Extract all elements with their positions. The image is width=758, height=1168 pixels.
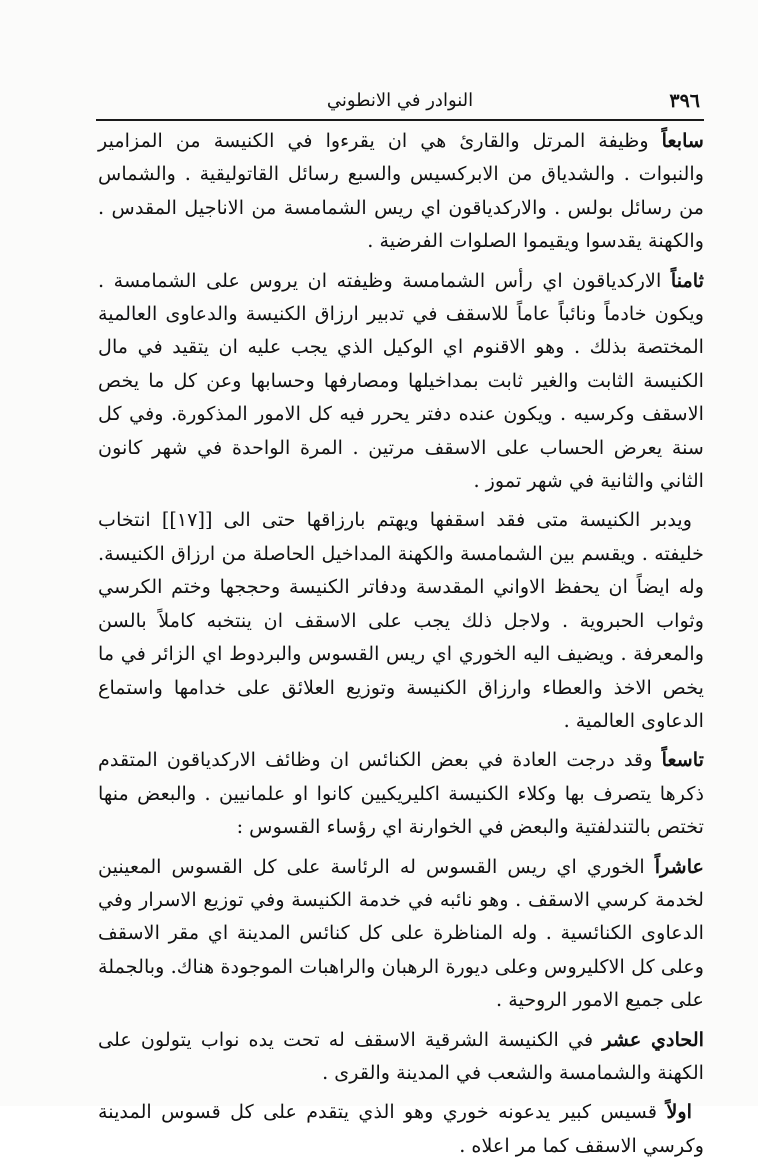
- paragraph-text: وظيفة المرتل والقارئ هي ان يقرءوا في الكنيسة من المزامير والنبوات . والشدياق من الابركسيس والسبع رسائل القاتوليقية . والشماس من رسائل بولس . والاركدياقون اي ريس الشمامسة من الاناجيل المقدس . والكهنة يقدسوا ويقيموا الصلوات الفرضية .: [98, 129, 704, 253]
- paragraph-archdeacon-duties: [98, 503, 704, 737]
- paragraph-first-item: [98, 1095, 704, 1162]
- paragraph-text: ويدبر الكنيسة متى فقد اسقفها ويهتم بارزاقها حتى الى [[١٧]] انتخاب خليفته . ويقسم بين الشمامسة والكهنة المداخيل الحاصلة من ارزاق الكنيسة. وله ايضاً ان يحفظ الاواني المقدسة ودفاتر الكنيسة وحججها وختم الكرسي وثواب الحبروية . ولاجل ذلك يجب على الاسقف ان ينتخبه كاملاً بالسن والمعرفة . ويضيف اليه الخوري اي ريس القسوس والبردوط اي الزائر في ما يخص الاخذ والعطاء وارزاق الكنيسة وتوزيع العلائق على خدامها واستماع الدعاوى العالمية .: [98, 508, 704, 732]
- running-title: النوادر في الانطوني: [326, 90, 474, 111]
- paragraph-seventh: [98, 124, 704, 258]
- paragraph-ninth: [98, 743, 704, 843]
- paragraph-lead: اولاً: [666, 1100, 692, 1124]
- paragraph-eleventh: [98, 1023, 704, 1090]
- page-header: [100, 86, 700, 118]
- paragraph-lead: الحادي عشر: [602, 1027, 704, 1051]
- header-rule: [96, 119, 704, 121]
- page-number: ٣٩٦: [669, 90, 700, 112]
- paragraph-lead: سابعاً: [661, 129, 704, 152]
- paragraph-tenth: [98, 850, 704, 1017]
- paragraph-lead: عاشراً: [654, 854, 704, 878]
- body-text: [98, 124, 704, 1168]
- paragraph-lead: تاسعاً: [661, 748, 704, 772]
- paragraph-lead: ثامناً: [670, 268, 704, 292]
- paragraph-eighth: [98, 264, 704, 498]
- paragraph-text: في الكنيسة الشرقية الاسقف له تحت يده نواب يتولون على الكهنة والشمامسة والشعب في المدينة والقرى .: [98, 1027, 704, 1084]
- paragraph-text: قسيس كبير يدعونه خوري وهو الذي يتقدم على كل قسوس المدينة وكرسي الاسقف كما مر اعلاه .: [98, 1100, 704, 1157]
- paragraph-text: الخوري اي ريس القسوس له الرئاسة على كل القسوس المعينين لخدمة كرسي الاسقف . وهو نائبه في خدمة الكنيسة وفي توزيع الاسرار وفي الدعاوى الكنائسية . وله المناظرة على كل كنائس المدينة اي مقر الاسقف وعلى كل الاكليروس وعلى ديورة الرهبان والراهبات الموجودة هناك. وبالجملة على جميع الامور الروحية .: [98, 854, 704, 1012]
- paragraph-text: الاركدياقون اي رأس الشمامسة وظيفته ان يروس على الشمامسة . ويكون خادماً ونائباً عاماً للاسقف في تدبير ارزاق الكنيسة والدعاوى العالمية المختصة بذلك . وهو الاقنوم اي الوكيل الذي يجب عليه ان يتقيد في مال الكنيسة الثابت والغير ثابت بمداخيلها ومصارفها وحسابها وعن كل ما يخص الاسقف وكرسيه . ويكون عنده دفتر يحرر فيه كل الامور المذكورة. وفي كل سنة يعرض الحساب على الاسقف مرتين . المرة الواحدة في شهر كانون الثاني والثانية في شهر تموز .: [98, 268, 704, 493]
- paragraph-text: وقد درجت العادة في بعض الكنائس ان وظائف الاركدياقون المتقدم ذكرها يتصرف بها وكلاء الكنيسة اكليريكيين كانوا او علمانيين . والبعض منها تختص بالتندلفتية والبعض في الخوارنة اي رؤساء القسوس :: [98, 748, 704, 839]
